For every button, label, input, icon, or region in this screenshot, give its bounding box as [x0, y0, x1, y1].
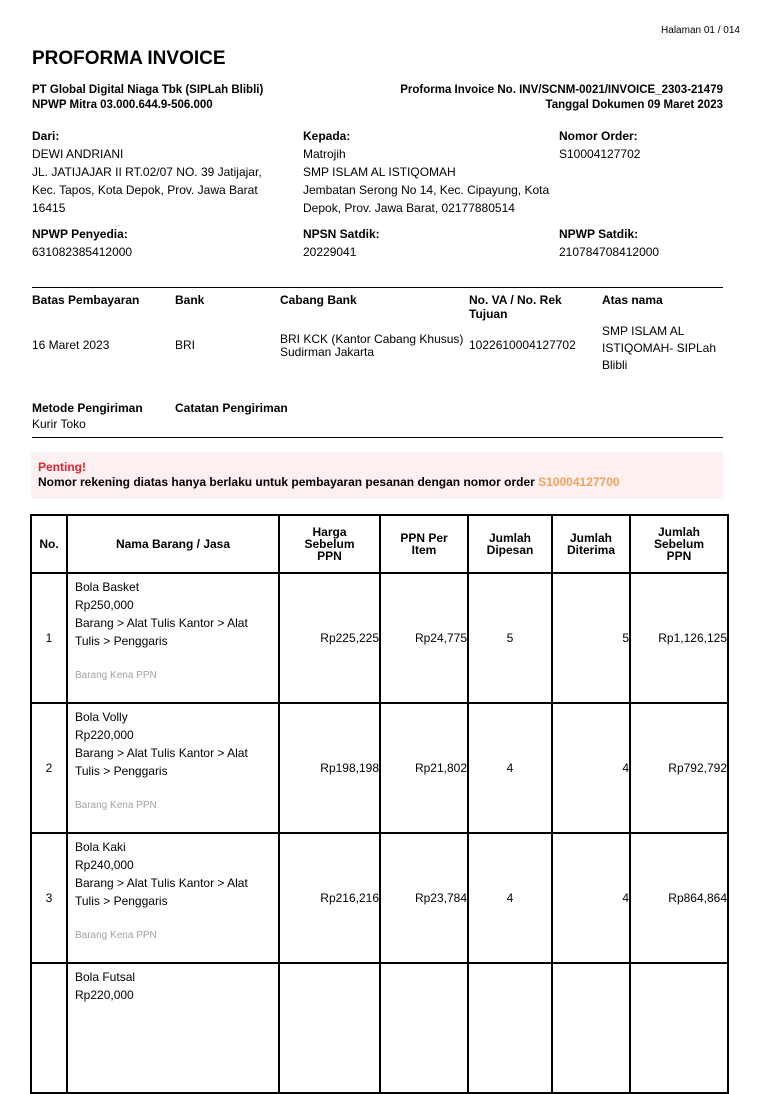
col-header-line: Dipesan — [486, 543, 534, 557]
item-category: Tulis > Penggaris — [75, 634, 168, 648]
notice-text: Nomor rekening diatas hanya berlaku untuk pembayaran pesanan dengan nomor order — [38, 475, 535, 489]
row-number — [31, 963, 67, 1093]
order-block — [559, 127, 640, 163]
from-name: DEWI ANDRIANI — [32, 147, 124, 161]
to-label: Kepada: — [303, 129, 351, 143]
item-category: Tulis > Penggaris — [75, 764, 168, 778]
col-header-line: Item — [411, 543, 437, 557]
col-header-ppn — [380, 515, 468, 573]
npwp-satdik-label: NPWP Satdik: — [559, 227, 639, 241]
company-npwp: NPWP Mitra 03.000.644.9-506.000 — [32, 99, 213, 111]
table-row — [31, 703, 728, 833]
payment-holder-header: Atas nama — [602, 293, 663, 307]
item-name: Bola Basket — [75, 580, 140, 594]
to-block — [303, 127, 549, 217]
invoice-date: Tanggal Dokumen 09 Maret 2023 — [545, 99, 723, 111]
npsn-satdik-block — [303, 225, 380, 261]
item-tax-status: Barang Kena PPN — [75, 800, 157, 811]
item-qty-ordered: 5 — [468, 573, 552, 703]
item-unit-price: Rp220,000 — [75, 728, 134, 742]
col-header-line: Diterima — [566, 543, 616, 557]
item-qty-received — [552, 963, 630, 1093]
col-header-line: Harga — [312, 525, 347, 539]
col-header-line: PPN Per — [400, 531, 448, 545]
col-header-price — [279, 515, 380, 573]
payment-branch-line: Sudirman Jakarta — [280, 345, 375, 359]
row-number: 3 — [31, 833, 67, 963]
from-block — [32, 127, 262, 217]
table-row — [31, 573, 728, 703]
from-address-line: 16415 — [32, 201, 66, 215]
npwp-satdik-block — [559, 225, 659, 261]
to-address-line: Depok, Prov. Jawa Barat, 02177880514 — [303, 201, 515, 215]
item-qty-ordered: 4 — [468, 703, 552, 833]
company-block — [32, 83, 263, 113]
npsn-satdik-value: 20229041 — [303, 245, 357, 259]
shipping-method-label: Metode Pengiriman — [32, 401, 143, 415]
col-header-received — [552, 515, 630, 573]
item-cell — [67, 833, 279, 963]
page-title: PROFORMA INVOICE — [32, 48, 226, 69]
item-price-before-ppn — [279, 963, 380, 1093]
to-school: SMP ISLAM AL ISTIQOMAH — [303, 165, 456, 179]
page-number: Halaman 01 / 014 — [661, 25, 740, 36]
payment-holder — [602, 323, 716, 374]
divider — [32, 437, 723, 438]
payment-va-number: 1022610004127702 — [469, 338, 576, 352]
item-tax-status: Barang Kena PPN — [75, 670, 157, 681]
item-price-before-ppn: Rp198,198 — [279, 703, 380, 833]
col-header-ordered — [468, 515, 552, 573]
item-ppn: Rp23,784 — [380, 833, 468, 963]
item-cell — [67, 963, 279, 1093]
company-name: PT Global Digital Niaga Tbk (SIPLah Blibli) — [32, 84, 264, 96]
col-header-name: Nama Barang / Jasa — [67, 515, 279, 573]
notice-order-number: S10004127700 — [538, 475, 620, 489]
item-name: Bola Volly — [75, 710, 128, 724]
item-price-before-ppn: Rp225,225 — [279, 573, 380, 703]
item-category: Barang > Alat Tulis Kantor > Alat — [75, 616, 248, 630]
payment-holder-line: ISTIQOMAH- SIPLah — [602, 341, 717, 355]
invoice-number: Proforma Invoice No. INV/SCNM-0021/INVOICE_2303-21479 — [400, 84, 723, 96]
item-unit-price: Rp220,000 — [75, 988, 134, 1002]
from-label: Dari: — [32, 129, 60, 143]
item-tax-status: Barang Kena PPN — [75, 930, 157, 941]
npsn-satdik-label: NPSN Satdik: — [303, 227, 380, 241]
payment-branch-header: Cabang Bank — [280, 293, 357, 307]
col-header-line: Sebelum — [653, 537, 704, 551]
item-cell — [67, 703, 279, 833]
npwp-satdik-value: 210784708412000 — [559, 245, 660, 259]
payment-branch — [280, 333, 463, 359]
item-qty-received: 4 — [552, 703, 630, 833]
row-number: 1 — [31, 573, 67, 703]
item-total-before-ppn: Rp1,126,125 — [630, 573, 728, 703]
item-category: Tulis > Penggaris — [75, 894, 168, 908]
shipping-method: Kurir Toko — [32, 417, 86, 431]
col-header-line: PPN — [666, 549, 692, 563]
payment-due: 16 Maret 2023 — [32, 338, 110, 352]
payment-va-header — [469, 293, 562, 321]
to-name: Matrojih — [303, 147, 346, 161]
item-ppn: Rp21,802 — [380, 703, 468, 833]
payment-va-header-line: Tujuan — [469, 307, 508, 321]
order-number: S10004127702 — [559, 147, 641, 161]
col-header-line: Jumlah — [657, 525, 700, 539]
npwp-penyedia-label: NPWP Penyedia: — [32, 227, 128, 241]
table-row — [31, 963, 728, 1093]
payment-branch-line: BRI KCK (Kantor Cabang Khusus) — [280, 332, 464, 346]
item-qty-ordered: 4 — [468, 833, 552, 963]
invoice-block — [400, 83, 723, 113]
item-unit-price: Rp240,000 — [75, 858, 134, 872]
col-header-line: Jumlah — [488, 531, 531, 545]
row-number: 2 — [31, 703, 67, 833]
notice-label: Penting! — [38, 460, 86, 474]
table-header-row — [31, 515, 728, 573]
table-row — [31, 833, 728, 963]
payment-holder-line: Blibli — [602, 358, 628, 372]
item-category: Barang > Alat Tulis Kantor > Alat — [75, 746, 248, 760]
item-total-before-ppn — [630, 963, 728, 1093]
item-price-before-ppn: Rp216,216 — [279, 833, 380, 963]
payment-bank-header: Bank — [175, 293, 205, 307]
item-total-before-ppn: Rp792,792 — [630, 703, 728, 833]
item-ppn: Rp24,775 — [380, 573, 468, 703]
notice-text-line — [38, 475, 620, 489]
payment-due-header: Batas Pembayaran — [32, 293, 140, 307]
item-qty-ordered — [468, 963, 552, 1093]
item-qty-received: 5 — [552, 573, 630, 703]
to-address-line: Jembatan Serong No 14, Kec. Cipayung, Kota — [303, 183, 550, 197]
col-header-line: Jumlah — [569, 531, 612, 545]
payment-bank: BRI — [175, 338, 196, 352]
payment-holder-line: SMP ISLAM AL — [602, 324, 685, 338]
important-notice — [31, 452, 723, 499]
item-total-before-ppn: Rp864,864 — [630, 833, 728, 963]
from-address-line: JL. JATIJAJAR II RT.02/07 NO. 39 Jatijajar, — [32, 165, 262, 179]
item-qty-received: 4 — [552, 833, 630, 963]
col-header-total — [630, 515, 728, 573]
col-header-line: Sebelum — [304, 537, 355, 551]
item-cell — [67, 573, 279, 703]
npwp-penyedia-value: 631082385412000 — [32, 245, 133, 259]
payment-va-header-line: No. VA / No. Rek — [469, 293, 562, 307]
items-table — [30, 514, 729, 1094]
item-name: Bola Kaki — [75, 840, 126, 854]
item-unit-price: Rp250,000 — [75, 598, 134, 612]
col-header-no: No. — [31, 515, 67, 573]
item-ppn — [380, 963, 468, 1093]
from-address-line: Kec. Tapos, Kota Depok, Prov. Jawa Barat — [32, 183, 258, 197]
item-category: Barang > Alat Tulis Kantor > Alat — [75, 876, 248, 890]
order-label: Nomor Order: — [559, 129, 638, 143]
shipping-notes-label: Catatan Pengiriman — [175, 401, 288, 415]
item-name: Bola Futsal — [75, 970, 136, 984]
npwp-penyedia-block — [32, 225, 132, 261]
divider — [32, 287, 723, 288]
col-header-line: PPN — [317, 549, 342, 563]
